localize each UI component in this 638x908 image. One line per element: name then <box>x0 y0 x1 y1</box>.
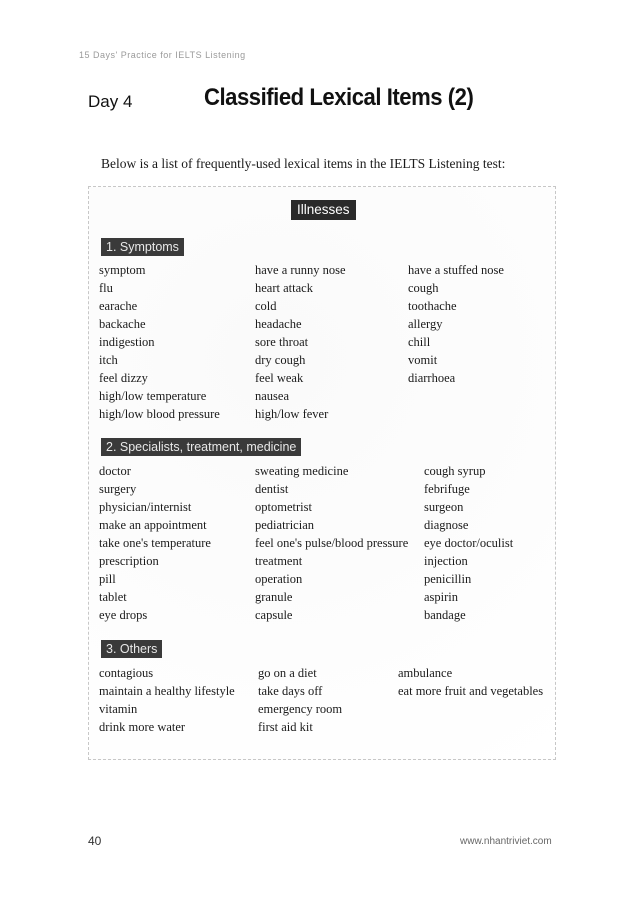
list-item: dentist <box>255 482 289 496</box>
list-item: symptom <box>99 263 146 277</box>
list-item: backache <box>99 317 146 331</box>
list-item: vitamin <box>99 702 138 716</box>
list-item: aspirin <box>424 590 459 604</box>
list-item: pediatrician <box>255 518 314 532</box>
list-item: bandage <box>424 608 466 622</box>
box-title: Illnesses <box>291 200 356 220</box>
list-item: cold <box>255 299 277 313</box>
list-item: cough syrup <box>424 464 486 478</box>
list-item: penicillin <box>424 572 472 586</box>
list-item: treatment <box>255 554 303 568</box>
list-item: contagious <box>99 666 154 680</box>
page-title: Classified Lexical Items (2) <box>204 84 474 111</box>
list-item: earache <box>99 299 138 313</box>
list-item: feel one's pulse/blood pressure <box>255 536 409 550</box>
list-item: itch <box>99 353 118 367</box>
list-item: operation <box>255 572 303 586</box>
list-item: nausea <box>255 389 290 403</box>
list-item: feel dizzy <box>99 371 148 385</box>
list-item: indigestion <box>99 335 155 349</box>
list-item: granule <box>255 590 293 604</box>
list-item: capsule <box>255 608 293 622</box>
list-item: take one's temperature <box>99 536 211 550</box>
list-item: cough <box>408 281 439 295</box>
list-item: emergency room <box>258 702 343 716</box>
section-label-symptoms: 1. Symptoms <box>101 238 184 256</box>
list-item: eat more fruit and vegetables <box>398 684 544 698</box>
list-item: diarrhoea <box>408 371 456 385</box>
list-item: heart attack <box>255 281 313 295</box>
list-item: toothache <box>408 299 457 313</box>
list-item: high/low fever <box>255 407 329 421</box>
list-item: pill <box>99 572 116 586</box>
list-item: have a stuffed nose <box>408 263 504 277</box>
list-item: chill <box>408 335 431 349</box>
list-item: drink more water <box>99 720 186 734</box>
section-label-others: 3. Others <box>101 640 162 658</box>
list-item: eye doctor/oculist <box>424 536 514 550</box>
list-item: prescription <box>99 554 159 568</box>
list-item: first aid kit <box>258 720 313 734</box>
list-item: tablet <box>99 590 127 604</box>
list-item: eye drops <box>99 608 148 622</box>
list-item: flu <box>99 281 113 295</box>
list-item: vomit <box>408 353 438 367</box>
section-label-specialists: 2. Specialists, treatment, medicine <box>101 438 301 456</box>
list-item: maintain a healthy lifestyle <box>99 684 235 698</box>
list-item: optometrist <box>255 500 312 514</box>
list-item: high/low temperature <box>99 389 207 403</box>
list-item: make an appointment <box>99 518 207 532</box>
list-item: doctor <box>99 464 131 478</box>
list-item: diagnose <box>424 518 469 532</box>
running-head: 15 Days' Practice for IELTS Listening <box>79 50 246 60</box>
list-item: go on a diet <box>258 666 317 680</box>
list-item: sweating medicine <box>255 464 349 478</box>
intro-text: Below is a list of frequently-used lexical items in the IELTS Listening test: <box>101 156 506 171</box>
list-item: febrifuge <box>424 482 470 496</box>
list-item: headache <box>255 317 302 331</box>
list-item: take days off <box>258 684 323 698</box>
website-url: www.nhantriviet.com <box>460 836 552 847</box>
list-item: have a runny nose <box>255 263 346 277</box>
list-item: physician/internist <box>99 500 192 514</box>
list-item: high/low blood pressure <box>99 407 220 421</box>
list-item: dry cough <box>255 353 306 367</box>
list-item: surgery <box>99 482 137 496</box>
list-item: injection <box>424 554 468 568</box>
list-item: ambulance <box>398 666 453 680</box>
day-label: Day 4 <box>88 92 133 111</box>
list-item: feel weak <box>255 371 304 385</box>
list-item: allergy <box>408 317 443 331</box>
page-number: 40 <box>88 834 102 848</box>
list-item: surgeon <box>424 500 464 514</box>
list-item: sore throat <box>255 335 309 349</box>
